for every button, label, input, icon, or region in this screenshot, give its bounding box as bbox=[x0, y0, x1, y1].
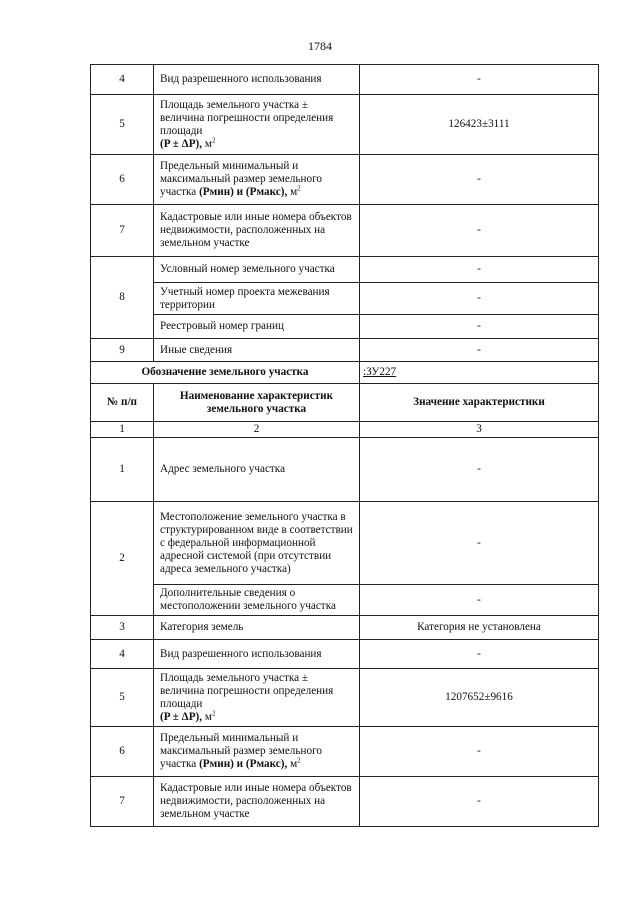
row-number: 9 bbox=[91, 339, 154, 362]
label-unit: м bbox=[202, 137, 212, 150]
characteristic-name: Условный номер земельного участка bbox=[154, 257, 360, 283]
column-number-row bbox=[91, 422, 599, 438]
table-row bbox=[91, 585, 599, 616]
characteristic-name: Дополнительные сведения о местоположении земельного участка bbox=[154, 585, 360, 616]
characteristic-value: 1207652±9616 bbox=[360, 669, 599, 727]
table-row bbox=[91, 502, 599, 585]
characteristic-name bbox=[154, 95, 360, 155]
characteristic-value: - bbox=[360, 502, 599, 585]
label-formula: (P ± ΔP), bbox=[160, 710, 203, 723]
characteristic-name: Кадастровые или иные номера объектов недвижимости, расположенных на земельном участке bbox=[154, 205, 360, 257]
characteristic-value: - bbox=[360, 585, 599, 616]
designation-value: :ЗУ227 bbox=[360, 362, 599, 384]
row-number: 4 bbox=[91, 65, 154, 95]
designation-row bbox=[91, 362, 599, 384]
column-number: 1 bbox=[91, 422, 154, 438]
characteristic-name: Адрес земельного участка bbox=[154, 438, 360, 502]
characteristic-value: 126423±3111 bbox=[360, 95, 599, 155]
label-formula: (Pмин) и (Pмакс), bbox=[199, 758, 288, 770]
characteristic-name bbox=[154, 669, 360, 727]
characteristic-value: - bbox=[360, 155, 599, 205]
table-row bbox=[91, 727, 599, 777]
characteristic-name bbox=[154, 727, 360, 777]
label-unit-sup: 2 bbox=[211, 708, 216, 717]
characteristic-value: - bbox=[360, 315, 599, 339]
characteristic-value: - bbox=[360, 777, 599, 827]
characteristic-name: Учетный номер проекта межевания территории bbox=[154, 283, 360, 315]
label-unit-sup: 2 bbox=[211, 135, 216, 144]
characteristic-name bbox=[154, 155, 360, 205]
table-row bbox=[91, 438, 599, 502]
row-number: 7 bbox=[91, 205, 154, 257]
row-number: 5 bbox=[91, 95, 154, 155]
characteristic-name: Категория земель bbox=[154, 616, 360, 640]
characteristic-value: - bbox=[360, 205, 599, 257]
row-number: 4 bbox=[91, 640, 154, 669]
table-row bbox=[91, 95, 599, 155]
characteristic-value: - bbox=[360, 339, 599, 362]
characteristic-value: - bbox=[360, 257, 599, 283]
row-number: 8 bbox=[91, 257, 154, 339]
table-row bbox=[91, 155, 599, 205]
label-text: Предельный минимальный и максимальный размер земельного участка bbox=[160, 732, 322, 770]
characteristic-name: Иные сведения bbox=[154, 339, 360, 362]
characteristic-name: Вид разрешенного использования bbox=[154, 65, 360, 95]
row-number: 1 bbox=[91, 438, 154, 502]
label-unit: м bbox=[287, 758, 298, 770]
page-number: 1784 bbox=[308, 39, 332, 53]
table-row bbox=[91, 669, 599, 727]
row-number: 5 bbox=[91, 669, 154, 727]
label-unit: м bbox=[202, 710, 212, 723]
characteristic-value: - bbox=[360, 438, 599, 502]
characteristic-name: Реестровый номер границ bbox=[154, 315, 360, 339]
row-number: 2 bbox=[91, 502, 154, 616]
row-number: 6 bbox=[91, 727, 154, 777]
column-number: 2 bbox=[154, 422, 360, 438]
label-unit-sup: 2 bbox=[297, 184, 301, 193]
row-number: 3 bbox=[91, 616, 154, 640]
label-text: Предельный минимальный и максимальный размер земельного участка bbox=[160, 160, 322, 198]
table-row bbox=[91, 777, 599, 827]
characteristic-value: - bbox=[360, 640, 599, 669]
characteristic-value: - bbox=[360, 283, 599, 315]
table-row bbox=[91, 257, 599, 283]
column-number: 3 bbox=[360, 422, 599, 438]
row-number: 6 bbox=[91, 155, 154, 205]
characteristic-name: Кадастровые или иные номера объектов недвижимости, расположенных на земельном участке bbox=[154, 777, 360, 827]
table-row bbox=[91, 640, 599, 669]
characteristic-name: Вид разрешенного использования bbox=[154, 640, 360, 669]
header-name: Наименование характеристик земельного участка bbox=[154, 384, 360, 422]
label-text: Площадь земельного участка ± величина погрешности определения площади bbox=[160, 671, 334, 710]
table-row bbox=[91, 339, 599, 362]
label-text: Площадь земельного участка ± величина погрешности определения площади bbox=[160, 98, 334, 137]
characteristic-name: Местоположение земельного участка в структурированном виде в соответствии с федеральной информационной адресной системой (при отсутствии адреса земельного участка) bbox=[154, 502, 360, 585]
land-plot-characteristics-table bbox=[90, 64, 599, 827]
characteristic-value: Категория не установлена bbox=[360, 616, 599, 640]
header-value: Значение характеристики bbox=[360, 384, 599, 422]
table-row bbox=[91, 283, 599, 315]
table-row bbox=[91, 315, 599, 339]
table-row bbox=[91, 65, 599, 95]
header-number: № п/п bbox=[91, 384, 154, 422]
label-formula: (Pмин) и (Pмакс), bbox=[199, 186, 288, 198]
row-number: 7 bbox=[91, 777, 154, 827]
label-formula: (P ± ΔP), bbox=[160, 137, 203, 150]
characteristic-value: - bbox=[360, 65, 599, 95]
label-unit: м bbox=[287, 186, 298, 198]
table-row bbox=[91, 205, 599, 257]
designation-label: Обозначение земельного участка bbox=[91, 362, 360, 384]
table-row bbox=[91, 616, 599, 640]
label-unit-sup: 2 bbox=[297, 756, 301, 765]
characteristic-value: - bbox=[360, 727, 599, 777]
header-row bbox=[91, 384, 599, 422]
